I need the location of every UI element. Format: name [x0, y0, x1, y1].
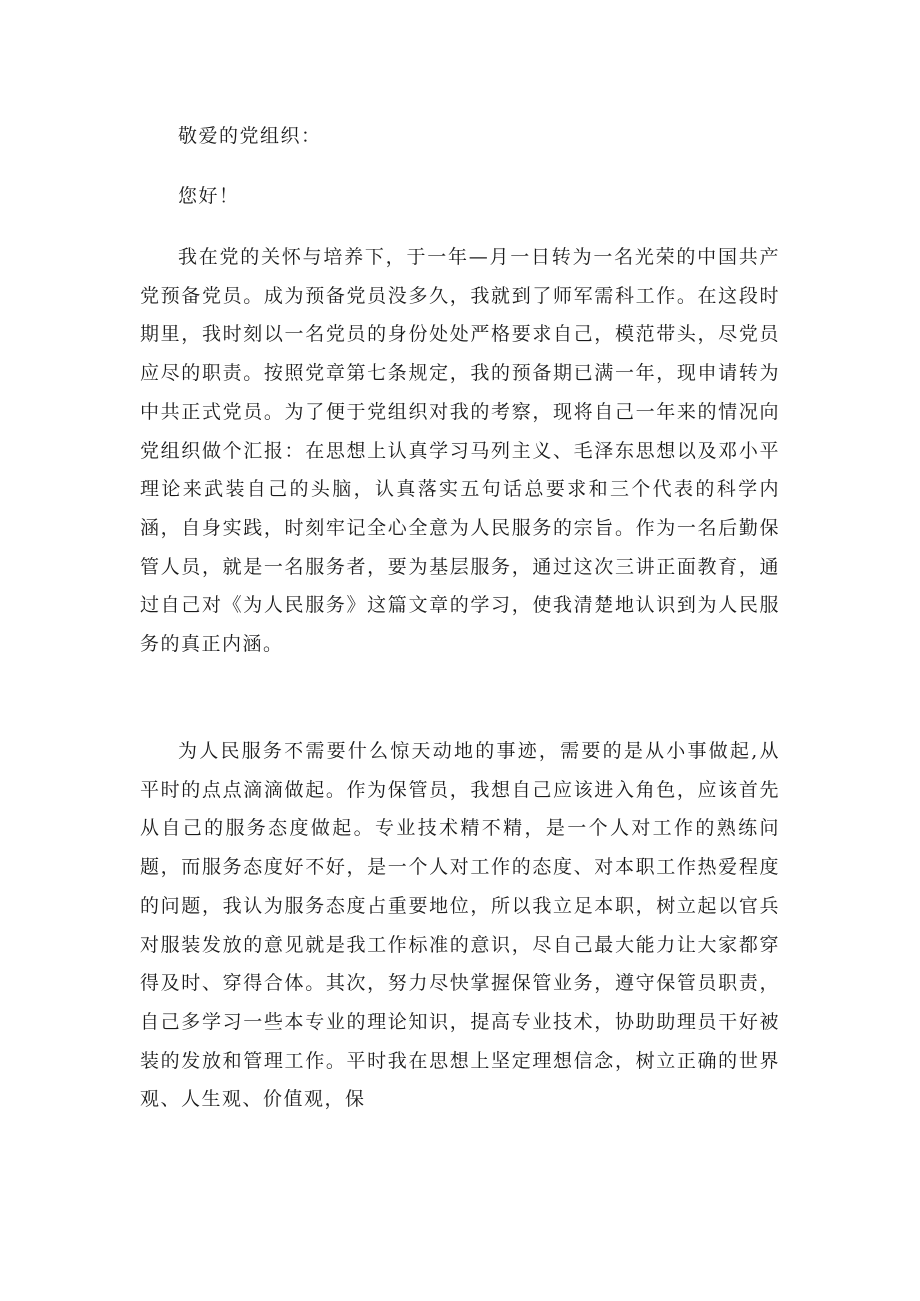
letter-salutation: 敬爱的党组织： — [178, 125, 322, 147]
body-paragraph-2: 为人民服务不需要什么惊天动地的事迹，需要的是从小事做起,从平时的点点滴滴做起。作为保管员，我想自己应该进入角色，应该首先从自己的服务态度做起。专业技术精不精，是一个人对工作的熟练问题，而服务态度好不好，是一个人对工作的态度、对本职工作热爱程度的问题，我认为服务态度占重要地位，所以我立足本职，树立起以官兵对服装发放的意见就是我工作标准的意识，尽自己最大能力让大家都穿得及时、穿得合体。其次，努力尽快掌握保管业务，遵守保管员职责，自己多学习一些本专业的理论知识，提高专业技术，协助助理员干好被装的发放和管理工作。平时我在思想上坚定理想信念，树立正确的世界观、人生观、价值观，保 — [140, 740, 780, 1111]
letter-greeting: 您好！ — [178, 185, 240, 207]
body-paragraph-1: 我在党的关怀与培养下，于一年—月一日转为一名光荣的中国共产党预备党员。成为预备党员没多久，我就到了师军需科工作。在这段时期里，我时刻以一名党员的身份处处严格要求自己，模范带头，尽党员应尽的职责。按照党章第七条规定，我的预备期已满一年，现申请转为中共正式党员。为了便于党组织对我的考察，现将自己一年来的情况向党组织做个汇报：在思想上认真学习马列主义、毛泽东思想以及邓小平理论来武装自己的头脑，认真落实五句话总要求和三个代表的科学内涵，自身实践，时刻牢记全心全意为人民服务的宗旨。作为一名后勤保管人员，就是一名服务者，要为基层服务，通过这次三讲正面教育，通过自己对《为人民服务》这篇文章的学习，使我清楚地认识到为人民服务的真正内涵。 — [140, 246, 780, 656]
